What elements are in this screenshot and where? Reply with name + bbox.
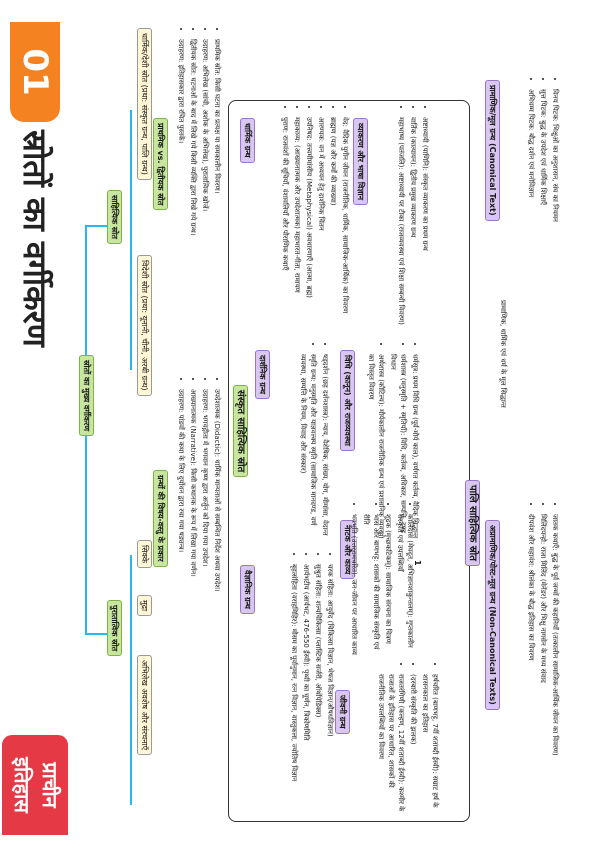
literary-source-node: साहित्यिक स्रोत — [107, 190, 122, 244]
list-item: • विनय पिटक: भिक्षुओं का अनुशासन, संघ का नियमन — [550, 89, 560, 380]
noncanonical-list — [524, 505, 560, 815]
list-item: • भवभूति (उत्तररामचरित): जन-जीवन पर आधारित काव्य — [349, 514, 359, 655]
list-item: • उदाहरण: इतिहासकार द्वारा रचित पुस्तकें। — [176, 39, 186, 350]
dharmik-header: धार्मिक ग्रन्थ — [240, 118, 255, 163]
page-number: 1 — [413, 560, 422, 566]
root-node: स्रोतों का मुख्य वर्गीकरण — [79, 355, 94, 436]
list-item: • महाकाव्य: (आख्यानात्मक और उपदेशात्मक) महाभारत-गीता, रामायण — [292, 117, 302, 338]
list-item: • षड्दर्शन (छह दर्शनशास्त्र): न्याय, वैशेषिक, सांख्य, योग, मीमांसा, वेदान्त — [320, 354, 330, 545]
list-item: • (दरबारी संस्कृति की झलक) — [408, 674, 418, 815]
vaigyanik-header: वैज्ञानिक ग्रन्थ — [240, 565, 255, 614]
vidhi-header: विधि (कानून) और राजव्यवस्था — [340, 350, 355, 451]
darshanik-list — [296, 345, 330, 545]
natak-header: नाटक और काव्य — [340, 520, 355, 579]
list-item: • अभिधम्म पिटक: बौद्ध दर्शन एवं मनोविज्ञान — [526, 89, 536, 380]
list-item: • पुराण: राजवंशों की सूचियाँ, वंशावलियाँ और पौराणिक कथाएँ — [280, 117, 290, 338]
list-item: • भास और बाणभट्ट: शासकों की सामाजिक संस्कृति एवं रीति — [361, 514, 381, 655]
list-item: • आर्यभटीय (आर्यभट, 476-550 ईस्वी): पृथ्वी का घूर्णन, त्रिकोणमिति — [301, 564, 311, 810]
list-item: • धर्मशास्त्र (मनुस्मृति + स्मृतियाँ): विधि, कर्तव्य, अधिकार, सम्पत्ति, दण्ड विधान — [388, 354, 408, 545]
list-item: • सुत्त पिटक: बुद्ध के उपदेश एवं धार्मिक शिक्षाएँ — [538, 89, 548, 380]
vyakaran-header: व्याकरण और भाषा विज्ञान — [353, 118, 368, 205]
seal-node: मुद्रा — [137, 595, 152, 616]
list-item: • द्वितीयक स्रोत: घटनाओं के बाद में लिखे गये किसी व्यक्ति द्वारा लिखे गये ग्रन्थ। — [188, 39, 198, 350]
connector — [130, 110, 132, 370]
list-item: • उपदेशात्मक (Didactic): धार्मिक मान्यताओं से सम्बन्धित निर्देश अथवा उपदेश। — [212, 389, 222, 740]
canonical-list — [524, 80, 560, 380]
list-item: • सुश्रुत संहिता: शल्यचिकित्सा (प्लास्टिक सर्जरी, ऑर्थोपेडिक्स) — [313, 564, 323, 810]
list-item: • जातक कथाएँ: बुद्ध के पूर्व जन्मों की कहानियाँ (तत्कालीन सामाजिक-आर्थिक जीवन का विवरण) — [550, 514, 560, 815]
natak-list — [347, 505, 415, 655]
primary-secondary-list — [174, 30, 222, 350]
list-item: • बृहत्संहिता (वराहमिहिर): मौसम का पूर्वानुमान, रत्न विज्ञान, वास्तुकला, ज्योतिष विज्ञान — [289, 564, 299, 810]
inscriptions-node: अभिलेख अवशेष और संरचनाएँ — [137, 655, 152, 755]
vaigyanik-list — [287, 555, 335, 810]
text-types-list — [174, 380, 222, 740]
connector — [130, 555, 132, 805]
list-item: • प्राथमिक स्रोत: किसी घटना का प्रत्यक्ष या समकालीन विवरण। — [212, 39, 222, 350]
list-item: • ब्राह्मण (यज्ञ और कर्मों की व्याख्या) — [328, 117, 338, 338]
list-item: • महाभाष्य (पतंजलि): अष्टाध्यायी पर टीका (राजव्यवस्था एवं शिक्षा सम्बन्धी विवरण) — [396, 117, 406, 338]
noncanonical-header: अप्रामाणिक/पोस्ट-मूल ग्रन्थ (Non-Canonical Texts) — [485, 520, 500, 710]
canonical-header: प्रामाणिक/मूल ग्रन्थ (Canonical Text) — [485, 80, 500, 221]
canonical-note: प्रामाणिक, धार्मिक एवं धर्म के मूल सिद्धान्त — [499, 300, 507, 408]
list-item: • राजतरंगिणी (कल्हण, 12वीं शताब्दी ईस्वी): कश्मीर के राजाओं के इतिहास पर आधारित, शासकों की राजनीतिक उपलब्धियों का विवरण — [376, 674, 406, 815]
chapter-number: 01 — [10, 22, 60, 122]
vyakaran-list — [394, 108, 430, 338]
list-item: • आरण्यक: वन में अध्ययन हेतु दार्शनिक चिंतन — [316, 117, 326, 338]
list-item: • चरक संहिता: आयुर्वेद (चिकित्सा विज्ञान, भेषज विज्ञान/औषधविज्ञान) — [325, 564, 335, 810]
chapter-title: स्रोतों का वर्गीकरण — [16, 130, 54, 347]
list-item: • कालिदास (मेघदूत, अभिज्ञानशाकुन्तलम्): गुप्तकालीन संस्कृति एवं उपलब्धियाँ — [395, 514, 415, 655]
list-item: • स्मृति ग्रन्थ: मनुस्मृति और याज्ञवल्क्य स्मृति (सामाजिक मानदण्ड, वर्ण व्यवस्था, सम्पत्ति के नियम, विवाह और संस्कार) — [298, 354, 318, 545]
primary-secondary-header: प्राथमिक vs. द्वितीयक स्रोत — [153, 118, 168, 210]
pali-header: पालि साहित्यिक स्रोत — [465, 480, 480, 566]
subject-badge-line2: इतिहास — [10, 757, 34, 813]
list-item: • उदाहरण: पांडवों की कथा के लिए दुर्योधन द्वारा रचा गया षड्यन्त्र। — [176, 389, 186, 740]
list-item: • हर्षचरित (बाणभट्ट, 7वीं शताब्दी ईस्वी): सम्राट हर्ष के शासनकाल का इतिहास — [420, 674, 440, 815]
list-item: • शूद्रक (मृच्छकटिकम्): सामाजिक संरचना का चित्रण — [383, 514, 393, 655]
coins-node: सिक्के — [137, 540, 152, 568]
list-item: • अर्थशास्त्र (कौटिल्य): मौर्यकालीन राजनीतिक ग्रन्थ एवं प्रशासनिक व्यवस्था का विस्तृत विवरण — [366, 354, 386, 545]
subject-badge-line1: प्राचीन — [38, 762, 62, 808]
list-item: • आख्यानात्मक (Narrative): किसी कथानक के रूप में लिखा गया वर्णन। — [188, 389, 198, 740]
sanskrit-header: संस्कृत साहित्यिक स्रोत — [233, 385, 248, 477]
subject-badge — [2, 735, 68, 835]
jeevani-list — [374, 665, 440, 815]
jeevani-header: जीवनी ग्रन्थ — [335, 690, 350, 734]
domestic-source-node: धार्मिक/देशी स्रोत (प्रथा: संस्कृत ग्रन्थ, पालि ग्रन्थ) — [137, 28, 152, 180]
list-item: • उदाहरण: भगवद्गीता में भगवान कृष्ण द्वारा अर्जुन को दिया गया उपदेश। — [200, 389, 210, 740]
list-item: • उदाहरण: अभिलेख (सांची, अशोक के अभिलेख), पुरातात्विक खोजें। — [200, 39, 210, 350]
text-types-header: ग्रन्थों की विषय-वस्तु के प्रकार — [153, 470, 168, 567]
darshanik-header: दार्शनिक ग्रन्थ — [255, 350, 270, 399]
list-item: • उपनिषद: तत्त्वमीमांसीय (Metaphysical) अवधारणाएँ (आत्मा, ब्रह्म) — [304, 117, 314, 338]
list-item: • अष्टाध्यायी (पाणिनि): संस्कृत व्याकरण का प्रथम ग्रन्थ — [420, 117, 430, 338]
list-item: • दीपवंश और महावंश: श्रीलंका के बौद्ध इतिहास का विवरण — [526, 514, 536, 815]
list-item: • मिलिंदपन्हो: राजा मिलिंद (मेनेंडर) और भिक्षु नागसेन के मध्य संवाद — [538, 514, 548, 815]
archaeological-source-node: पुरातात्विक स्रोत — [107, 600, 122, 656]
list-item: • धर्मसूत्र: प्रथम विधि ग्रन्थ (पूर्व-मौर्य काल), वर्णगत कर्तव्य, वैदिक सिद्धान्त — [410, 354, 420, 545]
foreign-source-node: विदेशी स्रोत (प्रथा: यूनानी, चीनी, अरबी ग्रन्थ) — [137, 255, 152, 396]
list-item: • वार्तिक (कात्यायन): द्वितीय प्रमुख व्याकरण ग्रन्थ — [408, 117, 418, 338]
list-item: • वेद: वैदिक युगीन जीवन (राजनीतिक, धार्मिक, सामाजिक-आर्थिक) का विवरण — [340, 117, 350, 338]
dharmik-list — [278, 108, 350, 338]
